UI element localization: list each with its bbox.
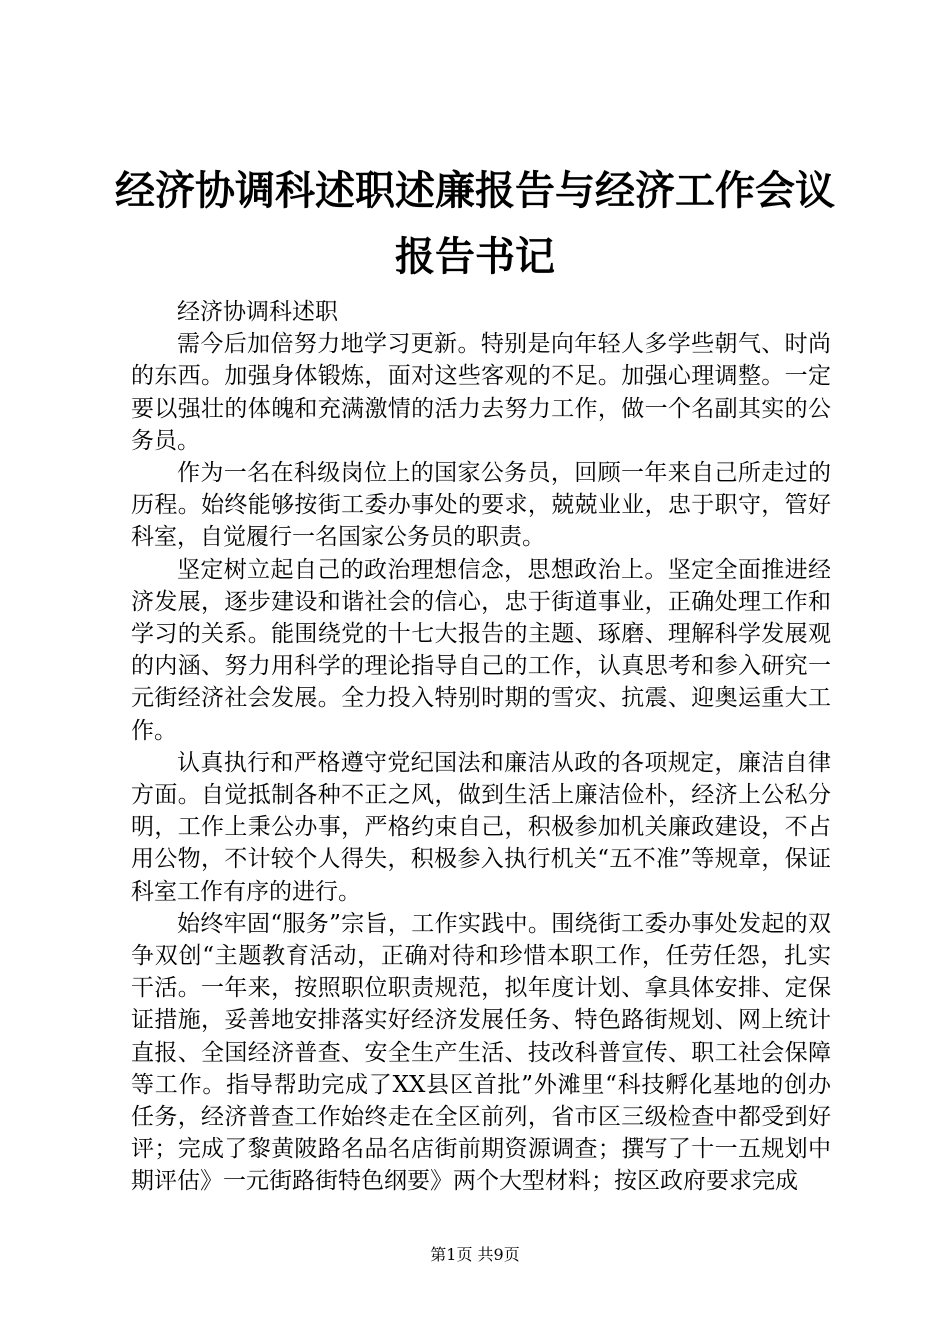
body-paragraph: 需今后加倍努力地学习更新。特别是向年轻人多学些朝气、时尚的东西。加强身体锻炼，面对这些客观的不足。加强心理调整。一定要以强壮的体魄和充满激情的活力去努力工作，做一个名副其实的公务员。: [131, 331, 831, 454]
body-paragraph: 始终牢固“服务”宗旨，工作实践中。围绕街工委办事处发起的双争双创“主题教育活动，正确对待和珍惜本职工作，任劳任怨，扎实干活。一年来，按照职位职责规范，拟年度计划、拿具体安排、定保证措施，妥善地安排落实好经济发展任务、特色路街规划、网上统计直报、全国经济普查、安全生产生活、技改科普宣传、职工社会保障等工作。指导帮助完成了XX县区首批”外滩里“科技孵化基地的创办任务，经济普查工作始终走在全区前列，省市区三级检查中都受到好评；完成了黎黄陂路名品名店街前期资源调查；撰写了十一五规划中期评估》一元街路街特色纲要》两个大型材料；按区政府要求完成: [131, 910, 831, 1195]
page-number-footer: 第1页 共9页: [430, 1245, 520, 1264]
document-title: 经济协调科述职述廉报告与经济工作会议报告书记: [115, 167, 835, 280]
body-paragraph: 作为一名在科级岗位上的国家公务员，回顾一年来自己所走过的历程。始终能够按街工委办事处的要求，兢兢业业，忠于职守，管好科室，自觉履行一名国家公务员的职责。: [131, 460, 831, 551]
document-body: [131, 296, 831, 1198]
body-paragraph: 坚定树立起自己的政治理想信念，思想政治上。坚定全面推进经济发展，逐步建设和谐社会的信心，忠于街道事业，正确处理工作和学习的关系。能围绕党的十七大报告的主题、琢磨、理解科学发展观的内涵、努力用科学的理论指导自己的工作，认真思考和参入研究一元街经济社会发展。全力投入特别时期的雪灾、抗震、迎奥运重大工作。: [131, 556, 831, 744]
section-subheading: 经济协调科述职: [177, 299, 338, 325]
body-paragraph: 认真执行和严格遵守党纪国法和廉洁从政的各项规定，廉洁自律方面。自觉抵制各种不正之风，做到生活上廉洁俭朴，经济上公私分明，工作上秉公办事，严格约束自己，积极参加机关廉政建设，不占用公物，不计较个人得失，积极参入执行机关“五不准”等规章，保证科室工作有序的进行。: [131, 749, 831, 905]
